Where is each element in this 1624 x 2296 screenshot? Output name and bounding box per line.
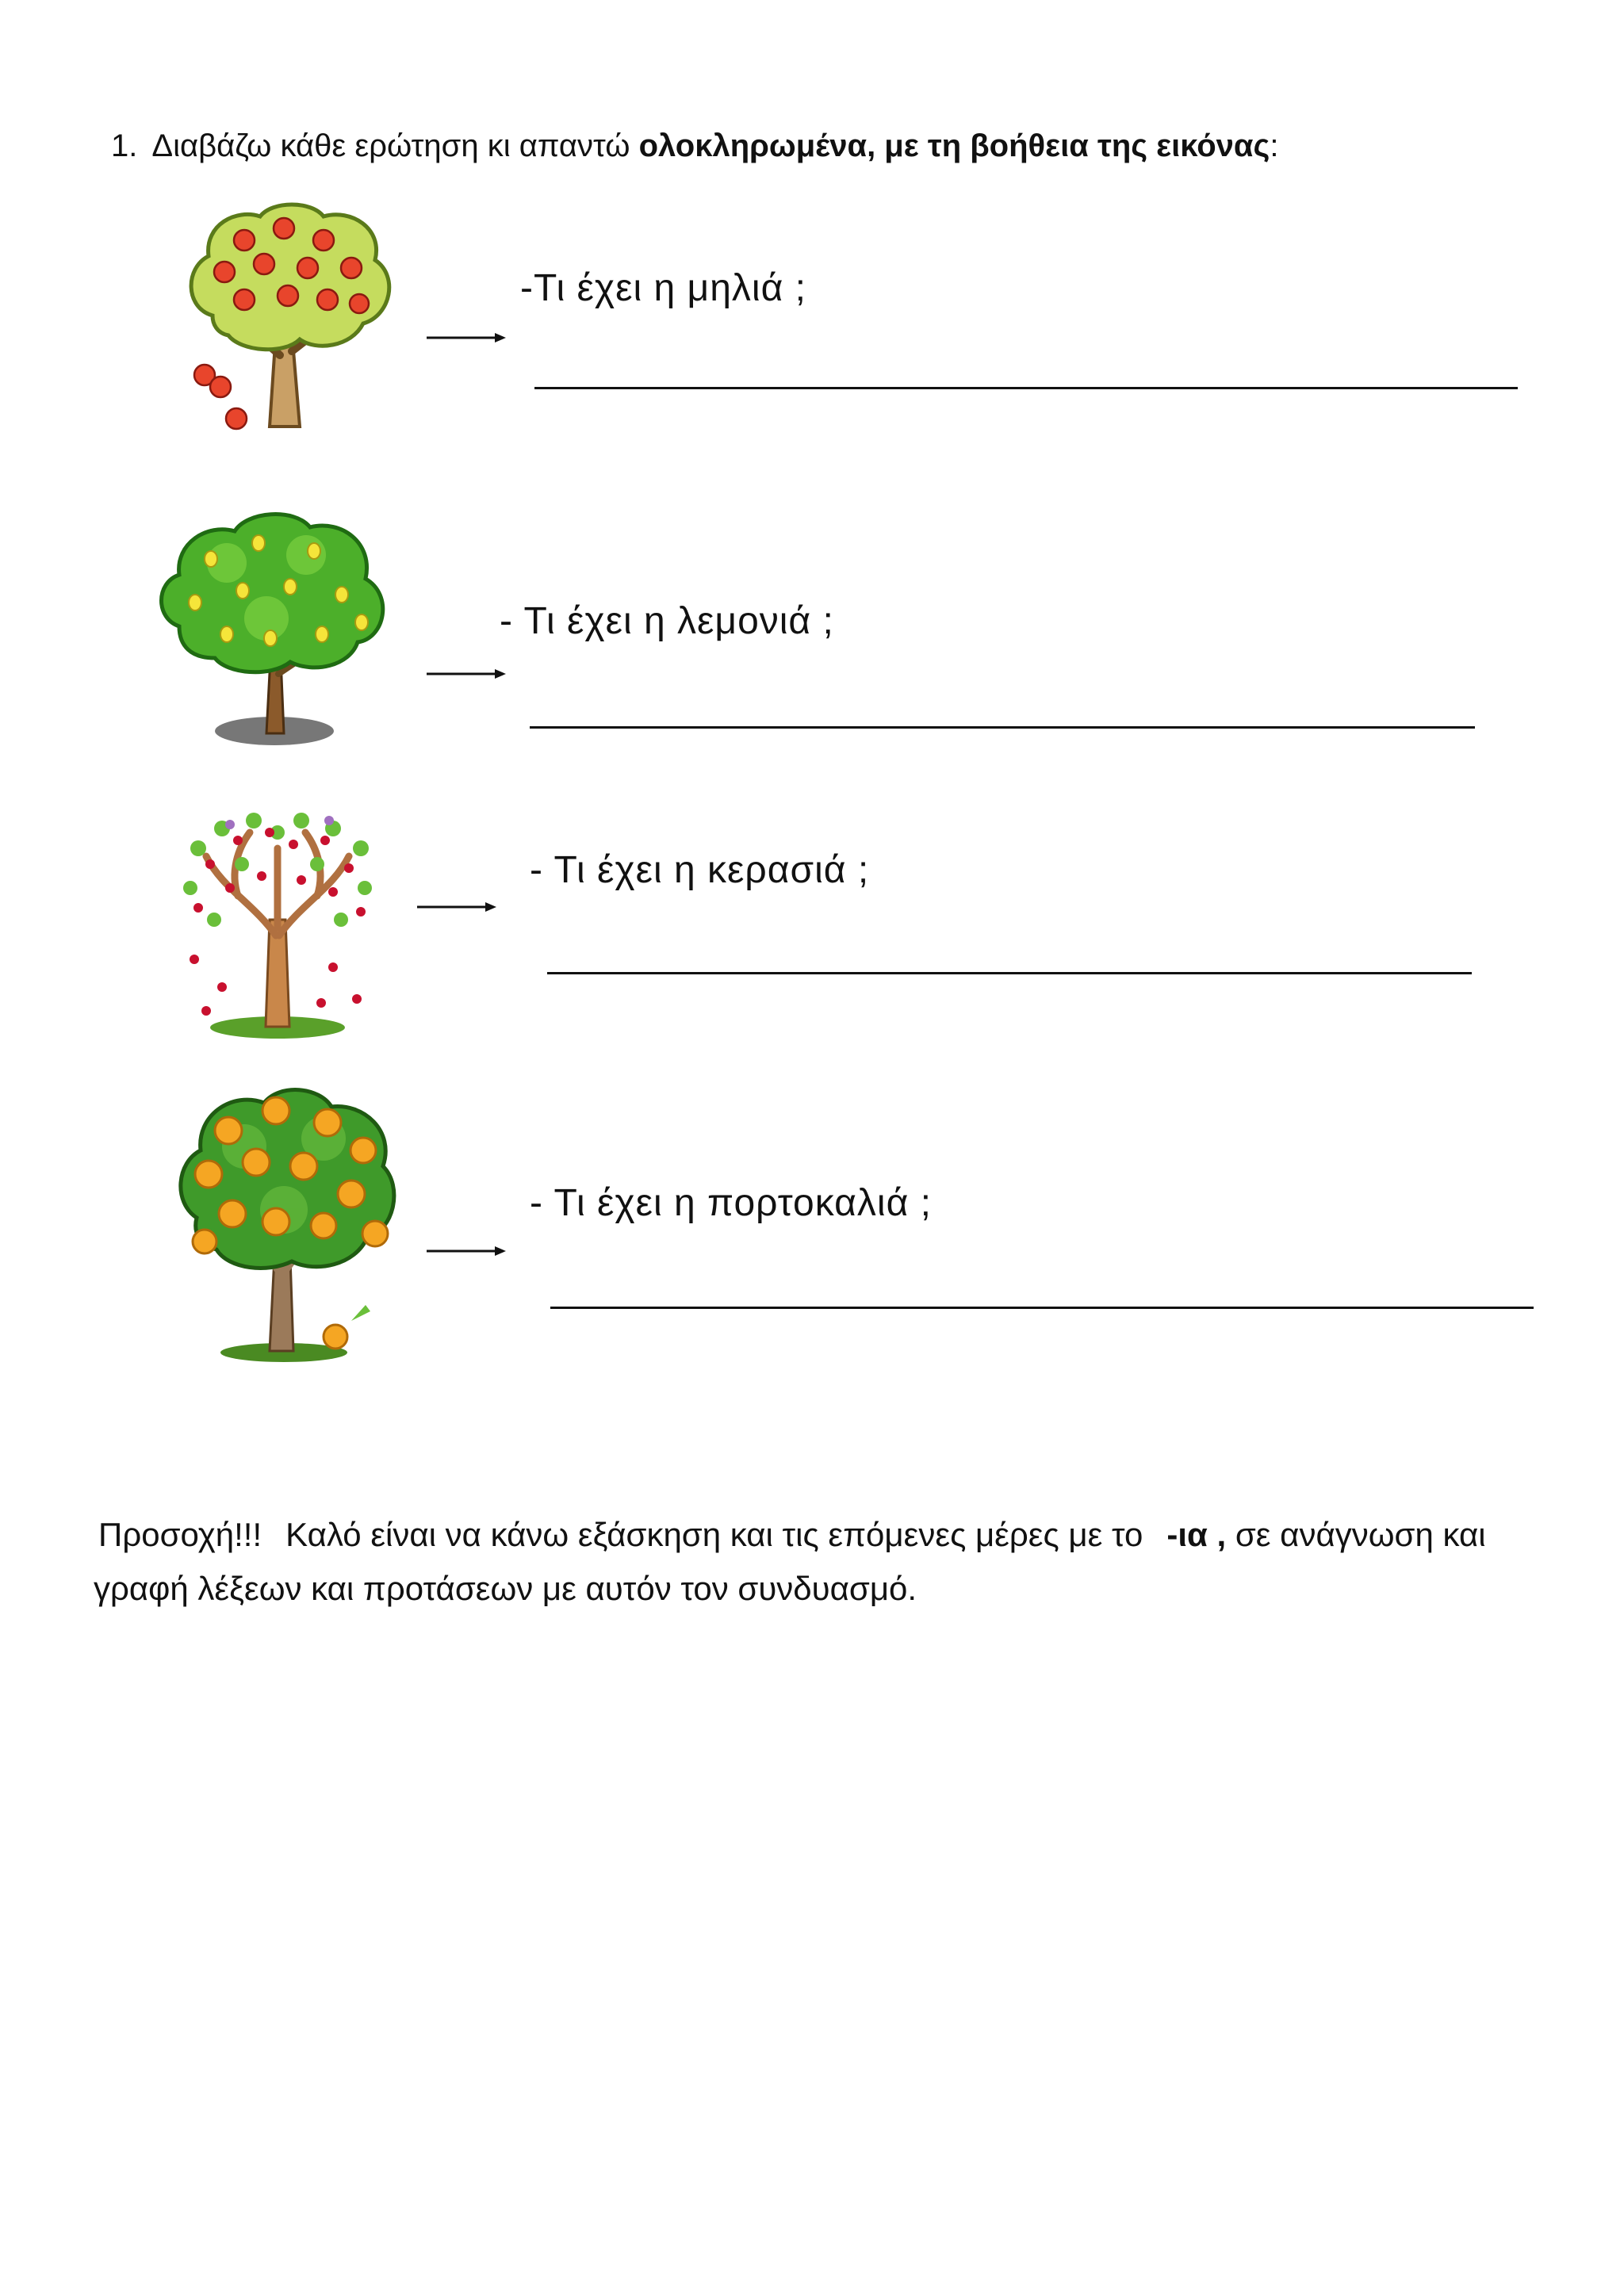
question-2: - Τι έχει η λεμονιά ; [500, 600, 834, 642]
note-rest: σε ανάγνωση και γραφή λέξεων και προτάσεων με αυτόν τον συνδυασμό. [94, 1516, 1486, 1607]
question-3: - Τι έχει η κερασιά ; [530, 849, 870, 891]
arrow-icon [427, 1243, 506, 1259]
arrow-icon [427, 666, 506, 682]
instruction-bold: ολοκληρωμένα, με τη βοήθεια της εικόνας [638, 128, 1270, 163]
instruction: 1. Διαβάζω κάθε ερώτηση κι απαντώ ολοκληρωμένα, με τη βοήθεια της εικόνας: [111, 128, 1279, 163]
question-4: - Τι έχει η πορτοκαλιά ; [530, 1182, 932, 1224]
note-body: Καλό είναι να κάνω εξάσκηση και τις επόμενες μέρες με το [285, 1516, 1143, 1553]
apple-tree-icon [181, 197, 403, 434]
note-bold: -ια , [1166, 1516, 1227, 1553]
lemon-tree-icon [155, 507, 409, 761]
note [94, 1508, 1584, 1616]
cherry-tree-icon [174, 801, 381, 1039]
orange-tree-icon [173, 1083, 403, 1368]
question-1: -Τι έχει η μηλιά ; [520, 267, 806, 309]
answer-line-3[interactable] [547, 972, 1472, 974]
answer-line-2[interactable] [530, 726, 1475, 729]
arrow-icon [427, 330, 506, 346]
instruction-number: 1. [111, 128, 138, 163]
note-lead: Προσοχή!!! [98, 1516, 262, 1553]
answer-line-4[interactable] [550, 1307, 1534, 1309]
instruction-text: Διαβάζω κάθε ερώτηση κι απαντώ [151, 128, 639, 163]
answer-line-1[interactable] [534, 387, 1518, 389]
arrow-icon [417, 899, 496, 915]
